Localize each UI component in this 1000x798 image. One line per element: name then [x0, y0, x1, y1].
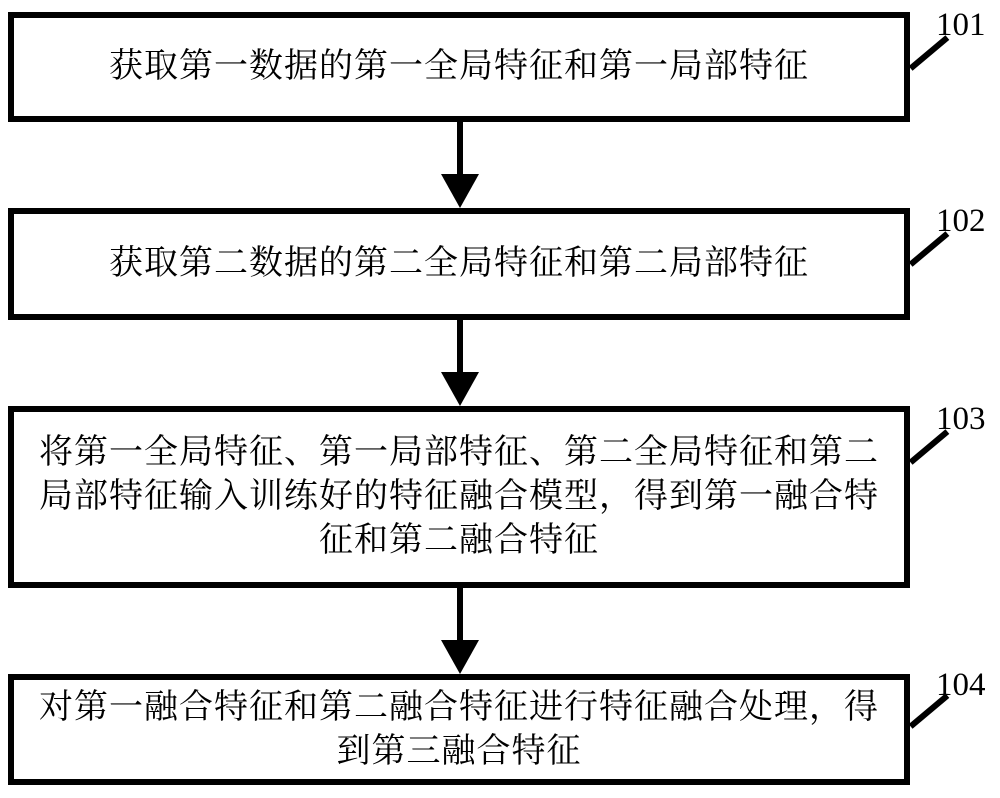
step-2-text: 获取第二数据的第二全局特征和第二局部特征: [109, 245, 809, 282]
step-4-text-line-2: 到第三融合特征: [336, 732, 582, 770]
step-box-2: [8, 208, 910, 320]
ref-label-101: 101: [936, 7, 986, 43]
step-3-text-line-3: 征和第二融合特征: [319, 522, 599, 559]
flow-arrow-3-line: [457, 588, 463, 640]
step-3-text-line-2: 局部特征输入训练好的特征融合模型，得到第一融合特: [39, 478, 879, 515]
flow-arrow-1-head: [441, 174, 479, 208]
flow-arrow-2-head: [441, 372, 479, 406]
flow-arrow-3-head: [441, 640, 479, 674]
step-box-3: [8, 406, 910, 588]
ref-label-104: 104: [936, 667, 986, 703]
step-3-text-line-1: 将第一全局特征、第一局部特征、第二全局特征和第二: [39, 434, 879, 471]
step-1-text: 获取第一数据的第一全局特征和第一局部特征: [109, 48, 809, 85]
ref-label-103: 103: [936, 401, 986, 437]
flow-arrow-1-line: [457, 122, 463, 174]
ref-label-102: 102: [936, 203, 986, 239]
step-4-text-line-1: 对第一融合特征和第二融合特征进行特征融合处理，得: [39, 688, 879, 726]
step-box-1: [8, 12, 910, 122]
step-box-4: [8, 674, 910, 785]
flow-arrow-2-line: [457, 320, 463, 372]
